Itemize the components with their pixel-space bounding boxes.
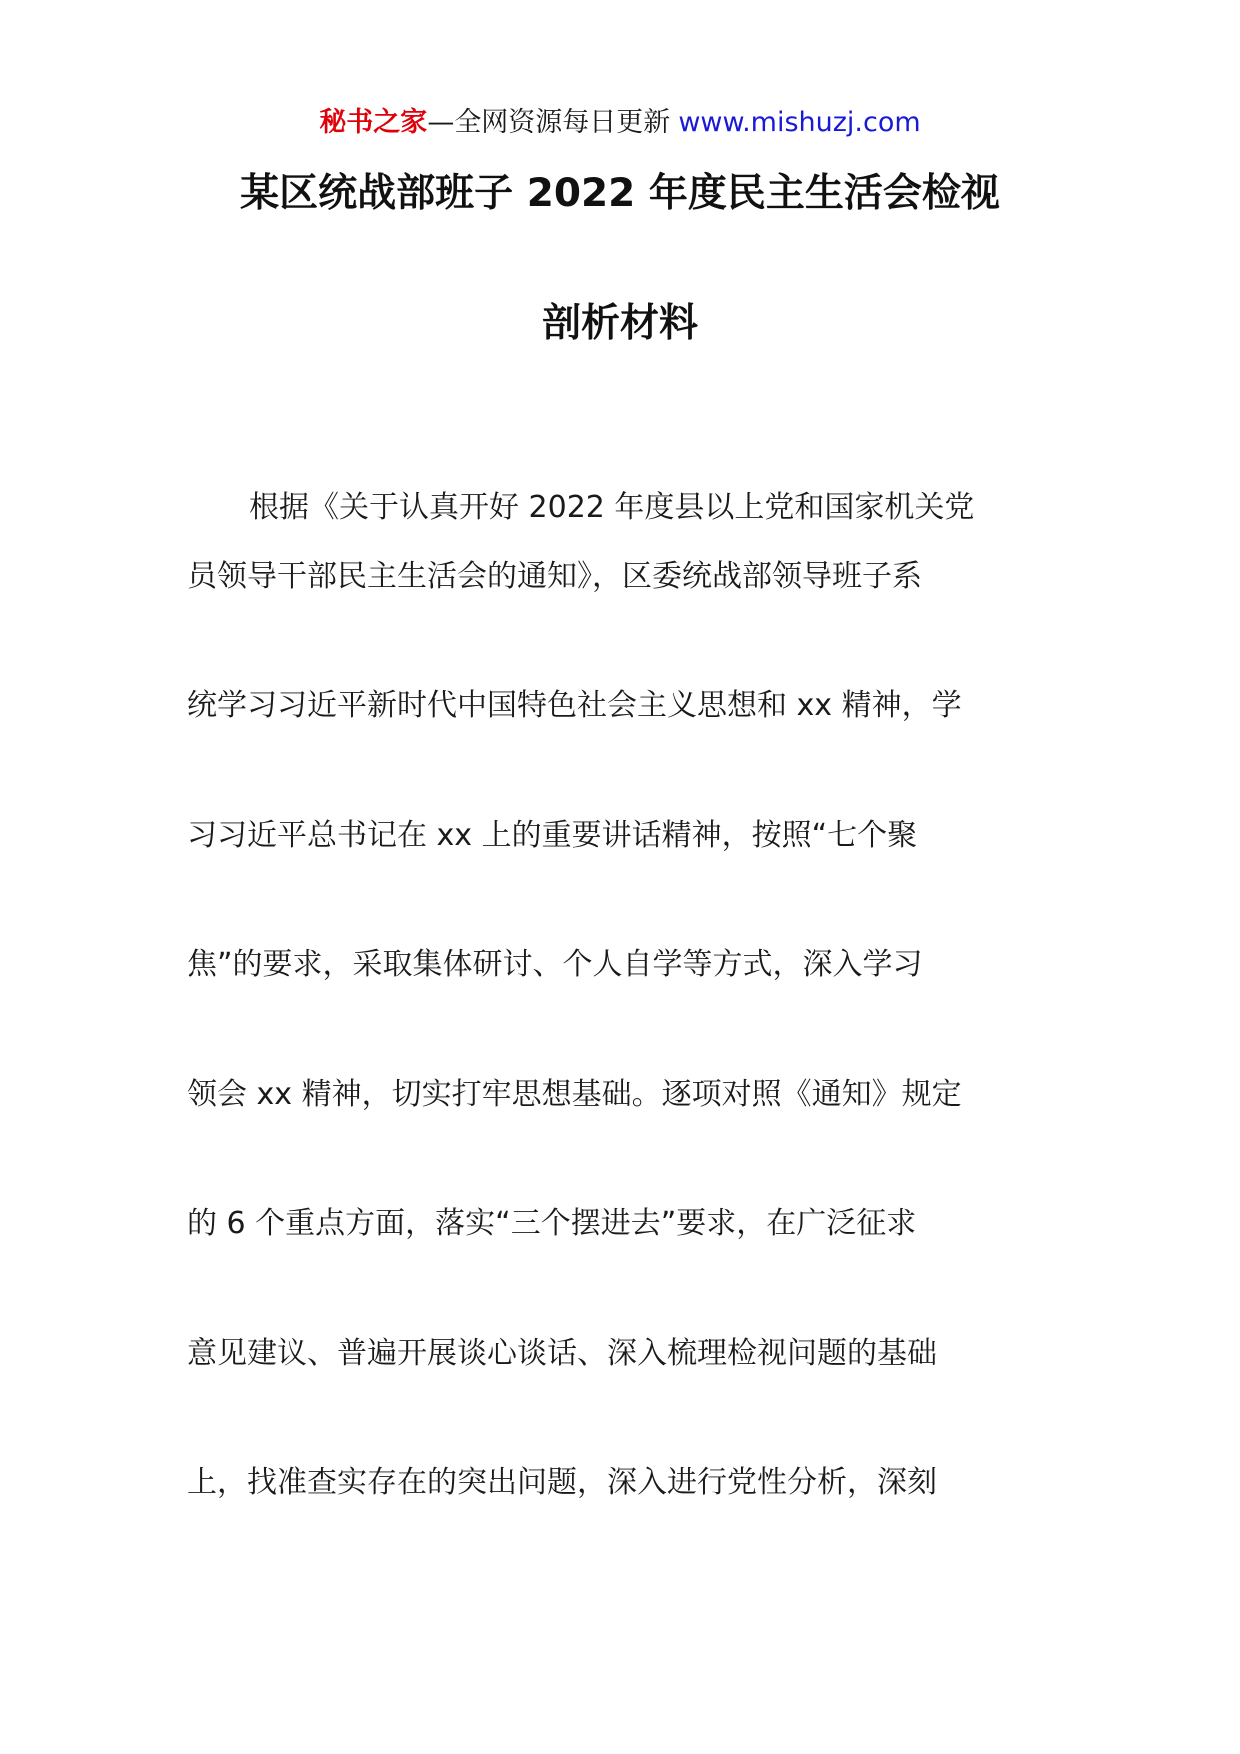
brand-name[interactable]: 秘书之家 (319, 107, 428, 138)
body-line-7: 的 6 个重点方面，落实“三个摆进去”要求，在广泛征求 (187, 1206, 917, 1241)
body-line-4: 习习近平总书记在 xx 上的重要讲话精神，按照“七个聚 (187, 818, 918, 853)
body-line-5: 焦”的要求，采取集体研讨、个人自学等方式，深入学习 (187, 947, 923, 982)
body-line-8: 意见建议、普遍开展谈心谈话、深入梳理检视问题的基础 (187, 1336, 937, 1371)
site-url-link[interactable]: www.mishuzj.com (678, 107, 921, 138)
document-title-line-2: 剖析材料 (541, 301, 698, 346)
body-line-2: 员领导干部民主生活会的通知》，区委统战部领导班子系 (187, 559, 922, 594)
site-header (0, 103, 1240, 143)
body-line-6: 领会 xx 精神，切实打牢思想基础。逐项对照《通知》规定 (187, 1077, 962, 1112)
header-slogan: —全网资源每日更新 (427, 107, 671, 138)
document-title-line-1: 某区统战部班子 2022 年度民主生活会检视 (240, 171, 1000, 216)
body-line-3: 统学习习近平新时代中国特色社会主义思想和 xx 精神，学 (187, 688, 962, 723)
body-line-1: 根据《关于认真开好 2022 年度县以上党和国家机关党 (249, 490, 975, 525)
body-line-9: 上，找准查实存在的突出问题，深入进行党性分析，深刻 (187, 1465, 937, 1500)
